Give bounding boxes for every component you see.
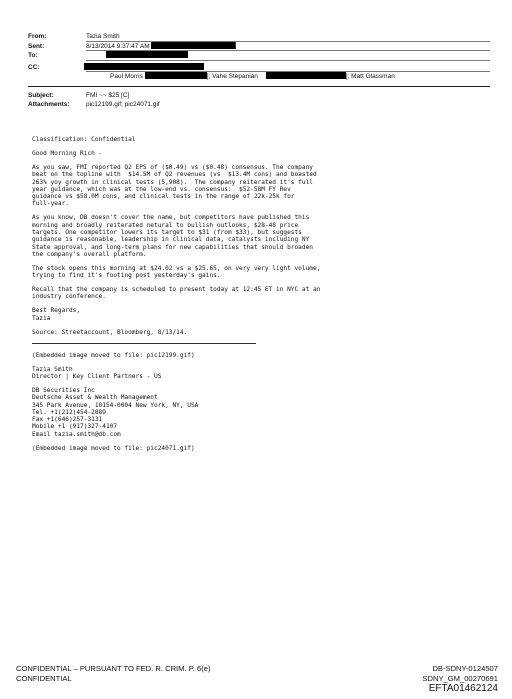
confidential-label: CONFIDENTIAL <box>16 673 72 683</box>
source-line: Source: Streetaccount, Bloomberg, 8/13/14. <box>32 328 188 336</box>
footer-right <box>422 664 498 695</box>
cc-row <box>28 63 490 73</box>
classification-line: Classification: Confidential <box>32 136 136 143</box>
greeting: Good Morning Rich - <box>32 149 103 157</box>
sent-row <box>28 42 490 52</box>
header-divider <box>28 86 490 87</box>
from-label: From: <box>28 33 47 40</box>
footer-left <box>16 664 211 683</box>
to-label: To: <box>28 52 38 59</box>
sent-label: Sent: <box>28 42 45 50</box>
cc-name-matt-glassman: ]; Matt Glassman <box>345 73 395 80</box>
paragraph-stock-open: The stock opens this morning at $24.02 vs a $25.65, on very very light volume, trying to find it's footing post yesterday's gains. <box>32 264 321 280</box>
cursor-bar <box>235 42 236 49</box>
signature-divider <box>32 343 256 344</box>
from-row <box>28 32 490 42</box>
bates-number-efta: EFTA01462124 <box>428 683 498 694</box>
bates-number-db: DB-SDNY-0124507 <box>432 664 498 673</box>
attachments-row <box>28 100 490 110</box>
signature-block: Tazia Smith Director | Key Client Partners - US <box>32 365 162 381</box>
paragraph-competitors: As you know, DB doesn't cover the name, but competitors have published this morning and broadly reiterated netural to bullish outlooks, $28-48 price targets. One competitor lowers its target to $31 (from $33), but suggests guidance is reasonable, leadership in clinical data, catalysts including NY State approval, and long-term plans for new capabilities that should broaden the company's overall platform. <box>32 214 313 258</box>
sent-value: 8/13/2014 9:37:47 AM <box>86 42 150 50</box>
confidential-notice: CONFIDENTIAL – PURSUANT TO FED. R. CRIM. P. 6(e) <box>16 664 211 673</box>
from-value: Tazia Smith <box>86 33 120 40</box>
subject-value: FMI ~~ $25 [C] <box>86 91 130 99</box>
subject-label: Subject: <box>28 91 54 99</box>
email-body <box>32 136 472 459</box>
subject-row <box>28 91 490 101</box>
cc-name-vahe-stepanian: ]; Vahe Stepanian <box>206 73 258 80</box>
redaction-box <box>106 51 188 58</box>
redaction-box <box>151 42 235 49</box>
cc-name-paul-morris: Paul Morris <box>110 73 143 80</box>
embedded-image-note-2: (Embedded image moved to file: pic24071.gif) <box>32 444 195 452</box>
cc-label: CC: <box>28 63 40 71</box>
paragraph-results: As you saw, FMI reported Q2 EPS of ($0.49) vs ($0.48) consensus. The company beat on the topline with $14.5M of Q2 revenues (vs $13.4M cons) and boasted 263% yoy growth in clinical tests (5,908). The company reiterated it's full year guidance, which was at the low-end vs. consensus: $52-58M FY Rev guidance vs $58.0M cons, and clinical tests in the range of 22k-25k for full-year. <box>32 163 317 208</box>
to-row <box>28 51 490 61</box>
closing: Best Regards, Tazia <box>32 307 81 322</box>
email-header <box>28 32 490 110</box>
attachments-label: Attachments: <box>28 101 70 108</box>
redaction-box <box>266 72 346 79</box>
paragraph-conference: Recall that the company is scheduled to present today at 12:45 ET in NYC at an industry conference. <box>32 286 321 301</box>
redaction-box <box>84 63 204 70</box>
redaction-box <box>145 72 207 79</box>
bates-number-sdny: SDNY_GM_00270691 <box>422 673 498 683</box>
company-block: DB Securities Inc Deutsche Asset & Wealth Management 345 Park Avenue, 10154-0004 New York, NY, USA Tel. +1(212)454-2889 Fax +1(646)257-3131 Mobile +1 (917)327-4107 Email tazia.smith@db.com <box>32 387 199 438</box>
attachments-value: pic12199.gif; pic24071.gif <box>86 101 160 108</box>
embedded-image-note-1: (Embedded image moved to file: pic12199.gif) <box>32 351 195 359</box>
field-rule <box>86 60 490 61</box>
cc-row-2 <box>28 72 490 82</box>
